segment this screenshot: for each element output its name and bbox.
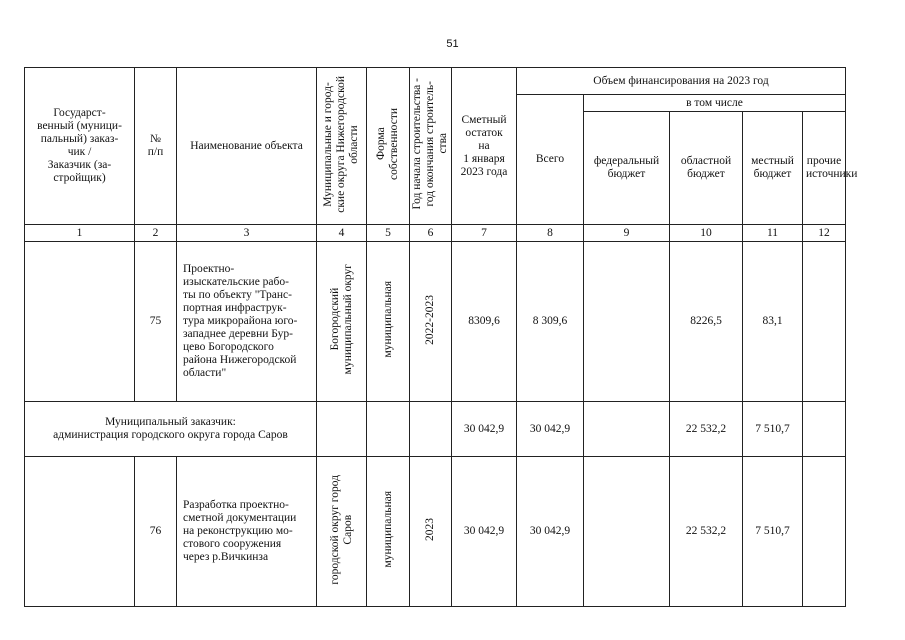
row75-local: 83,1 bbox=[743, 242, 803, 402]
header-financing: Объем финансирования на 2023 год bbox=[517, 68, 846, 95]
table-row bbox=[25, 242, 846, 402]
customer-federal bbox=[584, 402, 670, 457]
header-total: Всего bbox=[517, 95, 584, 225]
col-number: 7 bbox=[452, 225, 517, 242]
row75-ownership: муниципальная bbox=[367, 242, 410, 402]
row76-regional: 22 532,2 bbox=[670, 457, 743, 607]
col-number: 4 bbox=[317, 225, 367, 242]
customer-other bbox=[803, 402, 846, 457]
col-number: 11 bbox=[743, 225, 803, 242]
row75-years: 2022-2023 bbox=[410, 242, 452, 402]
col-number: 2 bbox=[135, 225, 177, 242]
header-federal: федеральный бюджет bbox=[584, 112, 670, 225]
row76-other bbox=[803, 457, 846, 607]
row75-num: 75 bbox=[135, 242, 177, 402]
customer-row bbox=[25, 402, 846, 457]
row75-municipality: Богородский муниципальный округ bbox=[317, 242, 367, 402]
row76-federal bbox=[584, 457, 670, 607]
header-local: местный бюджет bbox=[743, 112, 803, 225]
row76-name: Разработка проектно- сметной документации на реконструкцию мо- стового сооружения через р.Вичкинза bbox=[177, 457, 317, 607]
customer-local: 7 510,7 bbox=[743, 402, 803, 457]
header-other: прочие источники bbox=[803, 112, 846, 225]
col-number: 12 bbox=[803, 225, 846, 242]
col-number: 8 bbox=[517, 225, 584, 242]
col-number: 1 bbox=[25, 225, 135, 242]
header-years: Год начала строительства - год окончания строитель- ства bbox=[410, 68, 452, 225]
row75-customer bbox=[25, 242, 135, 402]
col-number: 10 bbox=[670, 225, 743, 242]
row75-other bbox=[803, 242, 846, 402]
row76-estimate: 30 042,9 bbox=[452, 457, 517, 607]
col-number: 9 bbox=[584, 225, 670, 242]
header-estimate: Сметный остаток на 1 января 2023 года bbox=[452, 68, 517, 225]
row75-federal bbox=[584, 242, 670, 402]
row76-customer bbox=[25, 457, 135, 607]
header-including: в том числе bbox=[584, 95, 846, 112]
header-object-name: Наименование объекта bbox=[177, 68, 317, 225]
row76-municipality: городской округ город Саров bbox=[317, 457, 367, 607]
table-row bbox=[25, 457, 846, 607]
row76-num: 76 bbox=[135, 457, 177, 607]
financing-table bbox=[24, 67, 858, 607]
header-customer: Государст- венный (муници- пальный) заказ- чик / Заказчик (за- стройщик) bbox=[25, 68, 135, 225]
header-municipality: Муниципальные и город- ские округа Нижегородской области bbox=[317, 68, 367, 225]
header-ownership: Форма собственности bbox=[367, 68, 410, 225]
row75-regional: 8226,5 bbox=[670, 242, 743, 402]
customer-regional: 22 532,2 bbox=[670, 402, 743, 457]
header-regional: областной бюджет bbox=[670, 112, 743, 225]
row76-local: 7 510,7 bbox=[743, 457, 803, 607]
row76-total: 30 042,9 bbox=[517, 457, 584, 607]
customer-total: 30 042,9 bbox=[517, 402, 584, 457]
column-numbers-row bbox=[25, 225, 846, 242]
customer-estimate: 30 042,9 bbox=[452, 402, 517, 457]
header-num: № п/п bbox=[135, 68, 177, 225]
col-number: 6 bbox=[410, 225, 452, 242]
row75-name: Проектно- изыскательские рабо- ты по объекту "Транс- портная инфраструк- тура микрорайона юго- западнее деревни Бур- цево Богородского района Нижегородской области" bbox=[177, 242, 317, 402]
col-number: 3 bbox=[177, 225, 317, 242]
customer-label: Муниципальный заказчик: администрация городского округа города Саров bbox=[25, 402, 317, 457]
page-number: 51 bbox=[446, 38, 459, 50]
row76-ownership: муниципальная bbox=[367, 457, 410, 607]
row75-estimate: 8309,6 bbox=[452, 242, 517, 402]
row75-total: 8 309,6 bbox=[517, 242, 584, 402]
col-number: 5 bbox=[367, 225, 410, 242]
row76-years: 2023 bbox=[410, 457, 452, 607]
